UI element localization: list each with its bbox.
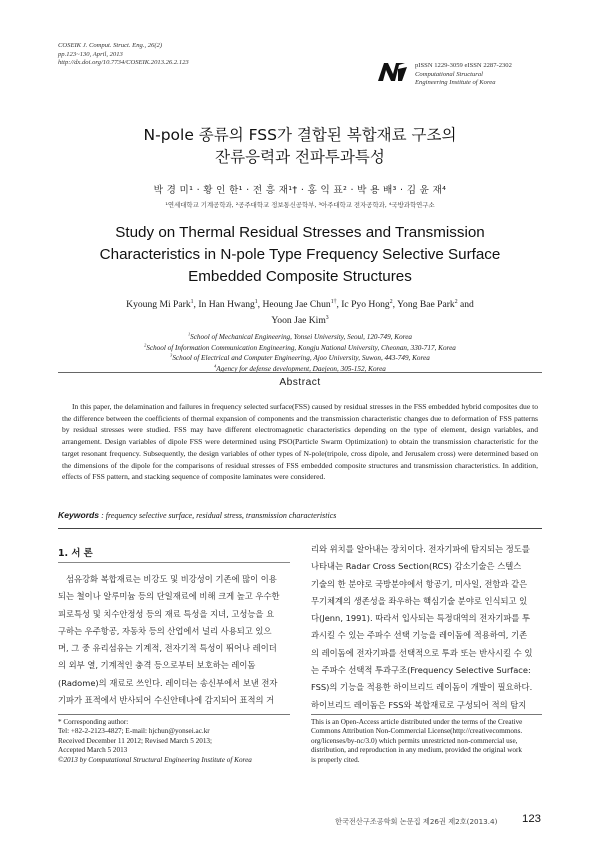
- page-footer: 한국전산구조공학회 논문집 제26권 제2호(2013.4): [335, 817, 498, 826]
- english-title-line2: Characteristics in N-pole Type Frequency Selective Surface: [99, 246, 501, 263]
- author-6: Yoon Jae Kim$^3$: [271, 314, 329, 326]
- journal-header-left: [58, 42, 189, 68]
- license-line: org/licenses/by-nc/3.0) which permits unrestricted non-commercial use,: [311, 736, 518, 745]
- english-title-line1: Study on Thermal Residual Stresses and Transmission: [115, 224, 485, 241]
- body-left-line: 피로특성 및 치수안정성 등의 재료 특성을 지녀, 고성능을 요: [58, 608, 275, 619]
- keywords-label: Keywords: [58, 510, 100, 520]
- right-footnote: [311, 718, 522, 765]
- keywords: [58, 510, 336, 520]
- abstract-body: In this paper, the delamination and failures in frequency selected surface(FSS) caused by residual stresses in the FSS embedded hybrid composites due to the difference between the coefficients of thermal expansion of components and the transmission characteristic changes due to deformation of FSS patterns by residual stresses were studied. FSS may have different electromagnetic characteristics depending on the type of element, design variables, and arrangement. Design variables of dipole FSS were determined using PSO(Particle Swarm Optimization) to obtain the transmission characteristic for the target resonant frequency. Subsequently, the design variables of other types of N-pole(tripole, cross dipole, and Jerusalem cross) were determined based on the dimensions of the dipole for the comparisons of residual stresses of FSS embedded composite structures and transmission characteristics. In addition, effects of FSS pattern, and stacking sequence of composite laminates were considered.: [62, 402, 538, 482]
- body-right-line: 기술의 한 분야로 국방분야에서 항공기, 미사일, 전함과 같은: [311, 578, 528, 589]
- footnote-copyright: ©2013 by Computational Structural Engineering Institute of Korea: [58, 755, 252, 764]
- body-right-line: 리와 위치를 알아내는 장치이다. 전자기파에 탐지되는 정도를: [311, 544, 530, 554]
- body-right-line: 다(Jenn, 1991). 따라서 입사되는 특정대역의 전자기파를 투: [311, 613, 531, 624]
- keywords-text: : frequency selective surface, residual stress, transmission characteristics: [101, 511, 337, 520]
- license-line[interactable]: Commons Attribution Non-Commercial License(http://creativecommons.: [311, 727, 523, 736]
- korean-title-line1: N-pole 종류의 FSS가 결합된 복합재료 구조의: [143, 126, 457, 144]
- journal-issn: pISSN 1229-3059 eISSN 2287-2302: [415, 62, 512, 69]
- license-line: This is an Open-Access article distributed under the terms of the Creative: [311, 718, 523, 726]
- body-left-line: 구하는 우주항공, 자동차 등의 산업에서 널리 사용되고 있으: [58, 625, 272, 636]
- english-title: [0, 222, 600, 288]
- body-left-line: 며, 그 중 유리섬유는 기계적, 전자기적 특성이 뛰어나 레이더: [58, 643, 277, 654]
- english-authors: Kyoung Mi Park$^1$, In Han Hwang$^1$, Heoung Jae Chun$^{1\dagger}$, Ic Pyo Hong$^2$, Yong Bae Park$^2$ and Yoon Jae Kim$^3$: [126, 298, 474, 326]
- journal-pages: pp.123~130, April, 2013: [58, 50, 123, 58]
- body-left-line: 의 외부 열, 기계적인 충격 등으로부터 보호하는 레이돔: [58, 660, 256, 671]
- journal-doi[interactable]: http://dx.doi.org/10.7734/COSEIK.2013.26.2.123: [58, 59, 189, 67]
- affiliation-2: $^2$School of Information Communication Engineering, Kongju National University, Cheonan, 330-717, Korea: [144, 342, 456, 352]
- footnote-received: Received December 11 2012; Revised March 5 2013;: [58, 736, 213, 745]
- footnote-contact: Tel: +82-2-2123-4827; E-mail: hjchun@yonsei.ac.kr: [58, 727, 210, 736]
- body-right-line: FSS)의 기능을 적용한 하이브리드 레이돔이 개발이 필요하다.: [311, 682, 533, 693]
- body-right-line: 의 레이돔에 전자기파를 선택적으로 투과 또는 반사시킬 수 있: [311, 647, 533, 658]
- right-footnote-rule: [311, 714, 542, 715]
- affiliation-4: $^4$Agency for defense development, Daejeon, 305-152, Korea: [214, 363, 386, 373]
- body-left-column: [58, 571, 279, 709]
- author-5: Yong Bae Park$^2$: [397, 298, 458, 310]
- section-heading: 1. 서 론: [58, 548, 93, 559]
- korean-affiliations: ¹연세대학교 기계공학과, ²공주대학교 정보통신공학부, ³아주대학교 전자공학과, ⁴국방과학연구소: [165, 201, 435, 209]
- korean-title-line2: 잔류응력과 전파투과특성: [215, 148, 385, 166]
- body-right-line: 과시킬 수 있는 주파수 선택 기능을 레이돔에 적용하여, 기존: [311, 630, 528, 641]
- keywords-bottom-rule: [58, 528, 542, 529]
- journal-society-line2: Engineering Institute of Korea: [415, 79, 496, 87]
- body-right-line: 하이브리드 레이돔은 FSS와 복합재료로 구성되어 적의 탐지: [311, 699, 527, 710]
- section-rule: [58, 562, 290, 563]
- journal-citation: COSEIK J. Comput. Struct. Eng., 26(2): [58, 42, 163, 49]
- journal-header-right: [415, 62, 512, 88]
- footnote-accepted: Accepted March 5 2013: [58, 746, 128, 755]
- journal-logo: [376, 61, 408, 83]
- affiliation-1: $^1$School of Mechanical Engineering, Yonsei University, Seoul, 120-749, Korea: [187, 331, 412, 341]
- author-3: Heoung Jae Chun$^{1\dagger}$: [262, 298, 337, 310]
- journal-society-line1: Computational Structural: [415, 70, 483, 78]
- license-line: is properly cited.: [311, 755, 360, 764]
- body-right-line: 는 주파수 선택적 투과구조(Frequency Selective Surface:: [311, 665, 531, 676]
- journal-logo-icon: [376, 61, 408, 83]
- body-left-line: 기파가 표적에서 반사되어 수신안테나에 감지되어 표적의 거: [58, 695, 275, 706]
- body-left-line: 되는 철이나 알루미늄 등의 단일재료에 비해 크게 높고 우수한: [58, 591, 280, 602]
- author-4: Ic Pyo Hong$^2$: [341, 298, 393, 310]
- korean-title: [0, 124, 600, 168]
- author-2: In Han Hwang$^1$: [198, 298, 258, 310]
- abstract-heading: Abstract: [279, 377, 321, 388]
- korean-authors: 박 경 미¹ · 황 인 한¹ · 전 흥 재¹† · 홍 익 표² · 박 용 배³ · 김 윤 재⁴: [153, 185, 447, 196]
- english-affiliations: [0, 332, 600, 374]
- footnote-corresponding: * Corresponding author:: [58, 718, 129, 726]
- left-footnote: [58, 718, 252, 765]
- body-right-line: 무기체계의 생존성을 좌우하는 핵심기술 분야로 인식되고 있: [311, 595, 528, 606]
- author-1: Kyoung Mi Park$^1$: [126, 298, 194, 310]
- body-left-line: 섬유강화 복합재료는 비강도 및 비강성이 기존에 많이 이용: [66, 574, 277, 584]
- affiliation-3: $^3$School of Electrical and Computer Engineering, Ajoo University, Suwon, 443-749, Korea: [170, 352, 430, 362]
- left-footnote-rule: [58, 714, 290, 715]
- license-line: distribution, and reproduction in any medium, provided the original work: [311, 746, 522, 755]
- body-right-line: 나타내는 Radar Cross Section(RCS) 감소기술은 스텔스: [311, 561, 522, 572]
- english-title-line3: Embedded Composite Structures: [188, 268, 412, 285]
- abstract-top-rule: [58, 372, 542, 373]
- body-left-line: (Radome)의 재료로 쓰인다. 레이더는 송신부에서 보낸 전자: [58, 677, 278, 688]
- body-right-column: [311, 541, 532, 714]
- page-number: 123: [522, 813, 542, 825]
